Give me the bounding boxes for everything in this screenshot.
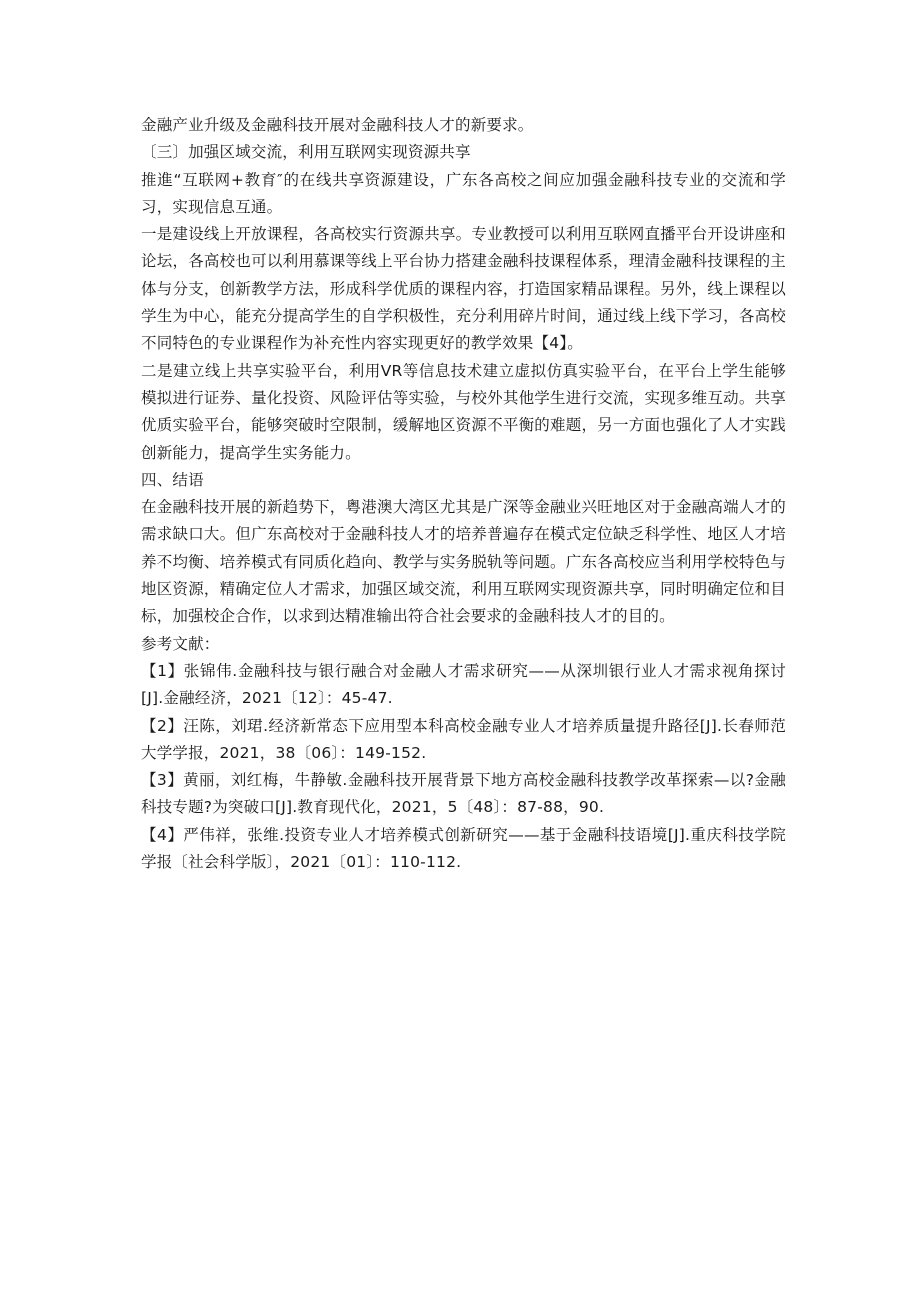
reference-item: 【1】张锦伟.金融科技与银行融合对金融人才需求研究——从深圳银行业人才需求视角探讨[J].金融经济，2021〔12〕：45-47. — [141, 661, 786, 708]
reference-item: 【3】黄丽，刘红梅，牛静敏.金融科技开展背景下地方高校金融科技教学改革探索—以?金融科技专题?为突破口[J].教育现代化，2021，5〔48〕：87-88，90. — [141, 771, 786, 817]
reference-list — [141, 658, 786, 876]
section-heading-conclusion: 四、结语 — [141, 470, 204, 489]
references-heading: 参考文献： — [141, 634, 220, 653]
paragraph-intro: 推進“互联网+教育″的在线共享资源建设，广东各高校之间应加强金融科技专业的交流和学习，实现信息互通。 — [141, 170, 786, 216]
paragraph-lab-platform: 二是建立线上共享实验平台，利用VR等信息技术建立虚拟仿真实验平台，在平台上学生能够模拟进行证券、量化投资、风险评估等实验，与校外其他学生进行交流，实现多维互动。共享优质实验平台，能够突破时空限制，缓解地区资源不平衡的难题，另一方面也强化了人才实践创新能力，提高学生实务能力。 — [141, 361, 786, 462]
reference-item: 【4】严伟祥，张维.投资专业人才培养模式创新研究——基于金融科技语境[J].重庆科技学院学报〔社会科学版〕，2021〔01〕：110-112. — [141, 825, 786, 872]
paragraph-continuation: 金融产业升级及金融科技开展对金融科技人才的新要求。 — [141, 116, 534, 134]
reference-item: 【2】汪陈，刘珺.经济新常态下应用型本科高校金融专业人才培养质量提升路径[J].长春师范大学学报，2021，38〔06〕：149-152. — [141, 716, 786, 762]
document-body — [141, 112, 786, 876]
paragraph-conclusion: 在金融科技开展的新趋势下，粤港澳大湾区尤其是广深等金融业兴旺地区对于金融高端人才的需求缺口大。但广东高校对于金融科技人才的培养普遍存在模式定位缺乏科学性、地区人才培养不均衡、培养模式有同质化趋向、教学与实务脱轨等问题。广东各高校应当利用学校特色与地区资源，精确定位人才需求，加强区域交流，利用互联网实现资源共享，同时明确定位和目标，加强校企合作，以求到达精准输出符合社会要求的金融科技人才的目的。 — [141, 498, 786, 626]
paragraph-online-courses: 一是建设线上开放课程，各高校实行资源共享。专业教授可以利用互联网直播平台开设讲座和论坛，各高校也可以利用慕课等线上平台协力搭建金融科技课程体系，理清金融科技课程的主体与分支，创新教学方法，形成科学优质的课程内容，打造国家精品课程。另外，线上课程以学生为中心，能充分提高学生的自学积极性，充分利用碎片时间，通过线上线下学习，各高校不同特色的专业课程作为补充性内容实现更好的教学效果【4】。 — [141, 225, 786, 353]
section-heading-3: 〔三〕加强区域交流，利用互联网实现资源共享 — [141, 143, 471, 162]
